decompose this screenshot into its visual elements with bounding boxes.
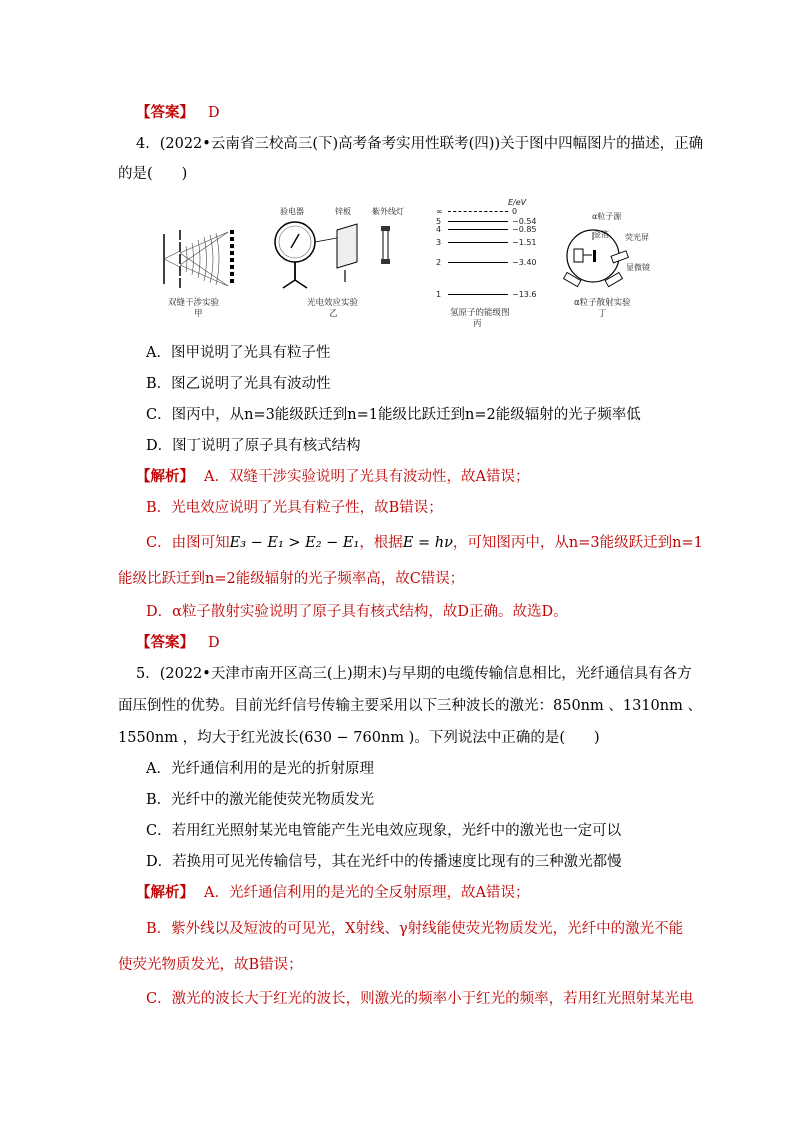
fig-jia-caption: 双缝干涉实验 (168, 298, 220, 308)
q4-analysis-b: B．光电效应说明了光具有粒子性，故B错误； (146, 500, 443, 516)
level-energy: 0 (512, 207, 518, 216)
label-screen: 荧光屏 (625, 233, 649, 242)
q4-analysis-c-line2: 能级比跃迁到n=2能级辐射的光子频率高，故C错误； (118, 571, 465, 587)
label-electroscope: 验电器 (280, 207, 304, 216)
analysis-c-pre: C．由图可知 (146, 535, 230, 551)
energy-level-diagram (436, 208, 546, 308)
level-energy: −0.54 (512, 217, 537, 226)
level-energy: −13.6 (512, 290, 537, 299)
formula-photon-energy: E = hν (402, 535, 453, 551)
level-line (448, 294, 508, 295)
level-n: 1 (436, 290, 442, 299)
q4-option-d: D．图丁说明了原子具有核式结构 (146, 438, 361, 454)
analysis-tag: 【解析】 (136, 468, 194, 485)
q5-option-b: B．光纤中的激光能使荧光物质发光 (146, 792, 375, 808)
answer-value: D (208, 635, 220, 651)
answer-value: D (208, 105, 220, 121)
level-line (448, 229, 508, 230)
analysis-a-text: A．双缝干涉实验说明了光具有波动性，故A错误； (204, 469, 530, 485)
label-alpha-source: α粒子源 (592, 212, 622, 221)
q5-analysis-a (136, 884, 529, 902)
energy-unit-label: E/eV (508, 198, 527, 207)
fig-jia-label: 甲 (194, 309, 203, 319)
q4-stem-line2: 的是( ) (118, 166, 188, 182)
q5-option-d: D．若换用可见光传输信号，其在光纤中的传播速度比现有的三种激光都慢 (146, 854, 622, 870)
q4-analysis-a (136, 468, 529, 486)
fig-bing-caption: 氢原子的能级图 (450, 308, 510, 318)
q4-analysis-c-line1 (146, 534, 703, 552)
q5-analysis-b-line2: 使荧光物质发光，故B错误； (118, 957, 303, 973)
level-n: 3 (436, 238, 442, 247)
answer-tag: 【答案】 (136, 634, 194, 651)
analysis-a-text: A．光纤通信利用的是光的全反射原理，故A错误； (204, 885, 530, 901)
q5-stem-line1: 5．(2022•天津市南开区高三(上)期末)与早期的电缆传输信息相比，光纤通信具有各方 (136, 666, 692, 682)
q4-answer-line (136, 634, 220, 652)
q5-stem-line2: 面压倒性的优势。目前光纤信号传输主要采用以下三种波长的激光：850nm 、1310nm 、 (118, 698, 702, 714)
level-line (448, 242, 508, 243)
fig-yi-label: 乙 (329, 309, 338, 319)
alpha-scattering-figure (560, 222, 630, 294)
fig-bing-label: 丙 (473, 319, 482, 329)
label-zinc-plate: 锌板 (335, 207, 351, 216)
q4-stem-line1: 4．(2022•云南省三校高三(下)高考备考实用性联考(四))关于图中四幅图片的描述，正确 (136, 136, 704, 152)
level-energy: −1.51 (512, 238, 537, 247)
level-n: 5 (436, 217, 442, 226)
q5-stem-line3: 1550nm ，均大于红光波长(630 − 760nm )。下列说法中正确的是( ) (118, 730, 600, 746)
q4-analysis-d: D．α粒子散射实验说明了原子具有核式结构，故D正确。故选D。 (146, 604, 568, 620)
photoelectric-figure (265, 218, 400, 293)
label-uv-lamp: 紫外线灯 (372, 207, 404, 216)
level-n: 2 (436, 258, 442, 267)
level-line (448, 211, 508, 212)
analysis-c-mid: ，根据 (359, 535, 403, 551)
formula-energy-compare: E₃ − E₁ > E₂ − E₁ (229, 535, 360, 551)
q4-option-b: B．图乙说明了光具有波动性 (146, 376, 331, 392)
analysis-c-post: ，可知图丙中，从n=3能级跃迁到n=1 (452, 535, 703, 551)
q4-option-c: C．图丙中，从n=3能级跃迁到n=1能级比跃迁到n=2能级辐射的光子频率低 (146, 407, 641, 423)
double-slit-figure (150, 226, 245, 291)
level-n: 4 (436, 225, 442, 234)
q5-analysis-c-line1: C．激光的波长大于红光的波长，则激光的频率小于红光的频率，若用红光照射某光电 (146, 991, 694, 1007)
level-line (448, 262, 508, 263)
label-gold-foil: 金箔 (593, 230, 609, 239)
q4-figures (150, 196, 670, 331)
q4-option-a: A．图甲说明了光具有粒子性 (146, 345, 331, 361)
fig-ding-label: 丁 (598, 309, 607, 319)
level-n: ∞ (436, 207, 443, 216)
answer-line-prev (136, 104, 220, 122)
q5-option-a: A．光纤通信利用的是光的折射原理 (146, 761, 374, 777)
fig-ding-caption: α粒子散射实验 (574, 298, 631, 308)
answer-tag: 【答案】 (136, 104, 194, 121)
level-line (448, 221, 508, 222)
fig-yi-caption: 光电效应实验 (307, 298, 359, 308)
q5-analysis-b-line1: B．紫外线以及短波的可见光，X射线、γ射线能使荧光物质发光，光纤中的激光不能 (146, 921, 684, 937)
q5-option-c: C．若用红光照射某光电管能产生光电效应现象，光纤中的激光也一定可以 (146, 823, 622, 839)
level-energy: −3.40 (512, 258, 537, 267)
level-energy: −0.85 (512, 225, 537, 234)
label-microscope: 显微镜 (626, 263, 650, 272)
analysis-tag: 【解析】 (136, 884, 194, 901)
